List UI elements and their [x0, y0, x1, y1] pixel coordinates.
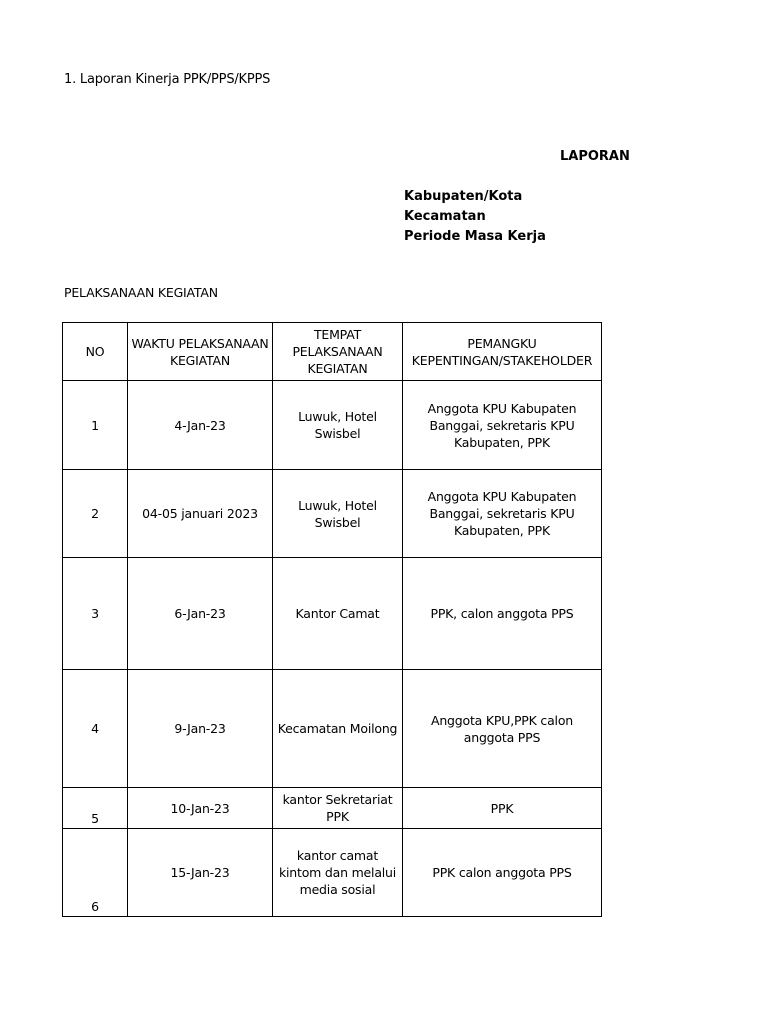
cell-time: 4-Jan-23 [128, 381, 273, 470]
cell-place: Luwuk, Hotel Swisbel [273, 381, 403, 470]
cell-no: 2 [63, 470, 128, 558]
cell-time: 15-Jan-23 [128, 829, 273, 917]
cell-no: 5 [63, 788, 128, 829]
report-meta [404, 187, 546, 247]
activities-table [62, 322, 602, 917]
period-label: Periode Masa Kerja [404, 229, 546, 244]
table-header-row [63, 323, 602, 381]
cell-stakeholder: Anggota KPU Kabupaten Banggai, sekretaris KPU Kabupaten, PPK [403, 381, 602, 470]
report-title: LAPORAN [560, 149, 630, 164]
cell-place: kantor camat kintom dan melalui media sosial [273, 829, 403, 917]
table-row [63, 829, 602, 917]
cell-no: 1 [63, 381, 128, 470]
cell-no: 6 [63, 829, 128, 917]
cell-stakeholder: PPK [403, 788, 602, 829]
table-row [63, 381, 602, 470]
table-row [63, 470, 602, 558]
table-row [63, 788, 602, 829]
table-row [63, 670, 602, 788]
cell-time: 9-Jan-23 [128, 670, 273, 788]
cell-place: Kecamatan Moilong [273, 670, 403, 788]
header-no: NO [63, 323, 128, 381]
district-label: Kecamatan [404, 209, 486, 224]
header-place: TEMPAT PELAKSANAAN KEGIATAN [273, 323, 403, 381]
cell-stakeholder: PPK, calon anggota PPS [403, 558, 602, 670]
cell-place: Kantor Camat [273, 558, 403, 670]
cell-time: 04-05 januari 2023 [128, 470, 273, 558]
cell-time: 6-Jan-23 [128, 558, 273, 670]
cell-stakeholder: Anggota KPU,PPK calon anggota PPS [403, 670, 602, 788]
cell-no: 4 [63, 670, 128, 788]
cell-stakeholder: PPK calon anggota PPS [403, 829, 602, 917]
cell-stakeholder: Anggota KPU Kabupaten Banggai, sekretaris KPU Kabupaten, PPK [403, 470, 602, 558]
cell-place: Luwuk, Hotel Swisbel [273, 470, 403, 558]
cell-no: 3 [63, 558, 128, 670]
header-time: WAKTU PELAKSANAAN KEGIATAN [128, 323, 273, 381]
table-row [63, 558, 602, 670]
document-heading: 1. Laporan Kinerja PPK/PPS/KPPS [64, 72, 271, 87]
cell-place: kantor Sekretariat PPK [273, 788, 403, 829]
cell-time: 10-Jan-23 [128, 788, 273, 829]
section-title: PELAKSANAAN KEGIATAN [64, 285, 218, 300]
header-stakeholder: PEMANGKU KEPENTINGAN/STAKEHOLDER [403, 323, 602, 381]
regency-label: Kabupaten/Kota [404, 189, 523, 204]
